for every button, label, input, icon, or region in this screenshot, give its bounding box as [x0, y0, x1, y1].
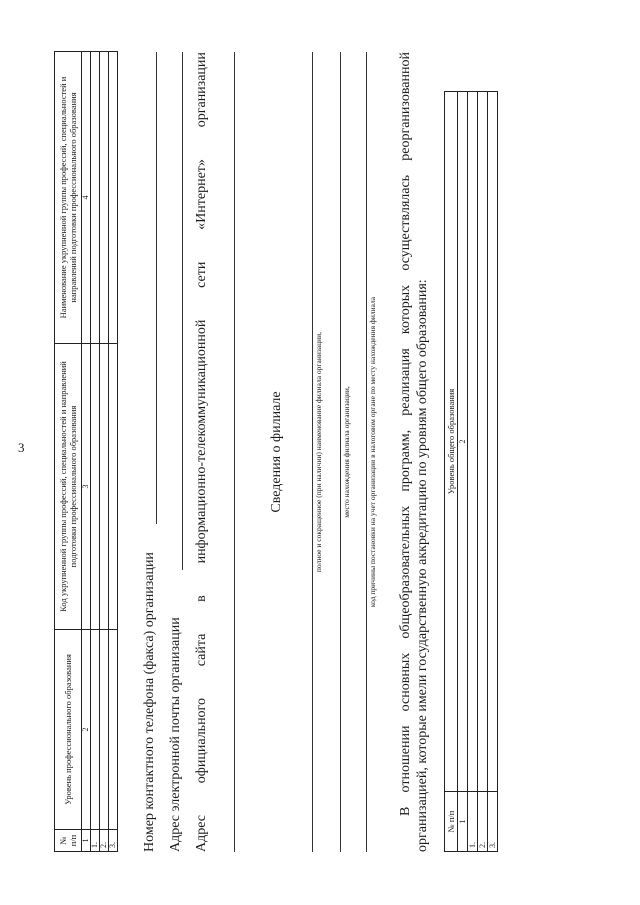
empty-cell [109, 344, 118, 630]
col-number: 2 [458, 92, 468, 792]
website-word: сайта [194, 633, 209, 667]
general-education-table [444, 91, 498, 852]
col-number: 1 [82, 830, 91, 852]
empty-cell [100, 630, 109, 830]
row-number: 3. [488, 792, 498, 852]
website-word: «Интернет» [194, 159, 209, 230]
table-row [109, 52, 118, 852]
empty-cell [91, 344, 100, 630]
website-word: информационно-телекоммуникационной [194, 319, 209, 564]
row-number: 3. [109, 830, 118, 852]
table-header-row [445, 92, 458, 852]
empty-cell [468, 92, 478, 792]
table-row [91, 52, 100, 852]
website-line [194, 52, 210, 852]
row-number: 2. [478, 792, 488, 852]
empty-cell [100, 344, 109, 630]
branch-kpp-caption: код причины постановки на учет организации в налоговом органе по месту нахождения филиала [368, 296, 377, 608]
empty-cell [91, 52, 100, 344]
email-label: Адрес электронной почты организации [168, 617, 183, 852]
website-word: Адрес [194, 814, 209, 852]
page-number: 3 [18, 440, 25, 455]
column-numbers-row [82, 52, 91, 852]
website-word: в [194, 595, 209, 602]
table-row [468, 92, 478, 852]
row-number: 2. [100, 830, 109, 852]
header-general-level: Уровень общего образования [445, 92, 458, 792]
email-fill-line [182, 52, 183, 570]
table-header-row [55, 52, 82, 852]
website-fill-line [234, 52, 235, 852]
empty-cell [109, 52, 118, 344]
col-number: 1 [458, 792, 468, 852]
header-name: Наименование укрупненной группы профессий, специальностей и направлений подготовки профессионального образования [55, 52, 82, 344]
empty-cell [109, 630, 118, 830]
row-number: 1. [468, 792, 478, 852]
phone-label: Номер контактного телефона (факса) организации [142, 552, 157, 852]
website-word: сети [194, 261, 209, 288]
row-number: 1. [91, 830, 100, 852]
empty-cell [488, 92, 498, 792]
table-row [478, 92, 488, 852]
header-number: № п/п [55, 830, 82, 852]
empty-cell [100, 52, 109, 344]
phone-fill-line [156, 52, 157, 524]
col-number: 4 [82, 52, 91, 344]
col-number: 3 [82, 344, 91, 630]
branch-kpp-line [366, 52, 367, 852]
header-code: Код укрупненной группы профессий, специальностей и направлений подготовки профессионального образования [55, 344, 82, 630]
table-row [100, 52, 109, 852]
header-number: № п/п [445, 792, 458, 852]
branch-location-caption: место нахождения филиала организации, [342, 386, 351, 518]
professional-education-table [54, 51, 118, 852]
empty-cell [91, 630, 100, 830]
table-row [488, 92, 498, 852]
branch-section-title: Сведения о филиале [269, 391, 284, 513]
website-word: официального [194, 698, 209, 784]
website-word: организации [194, 52, 209, 128]
empty-cell [478, 92, 488, 792]
branch-name-caption: полное и сокращенное (при наличии) наименование филиала организации, [314, 331, 323, 573]
branch-location-line [340, 52, 341, 852]
rotated-page-content [54, 32, 506, 852]
general-education-paragraph: В отношении основных общеобразовательных программ, реализация которых осуществлялась реорганизованной организацией, которые имели государственную аккредитацию по уровням общего образования: [398, 52, 430, 852]
column-numbers-row [458, 92, 468, 852]
header-level: Уровень профессионального образования [55, 630, 82, 830]
branch-name-line [312, 52, 313, 852]
col-number: 2 [82, 630, 91, 830]
